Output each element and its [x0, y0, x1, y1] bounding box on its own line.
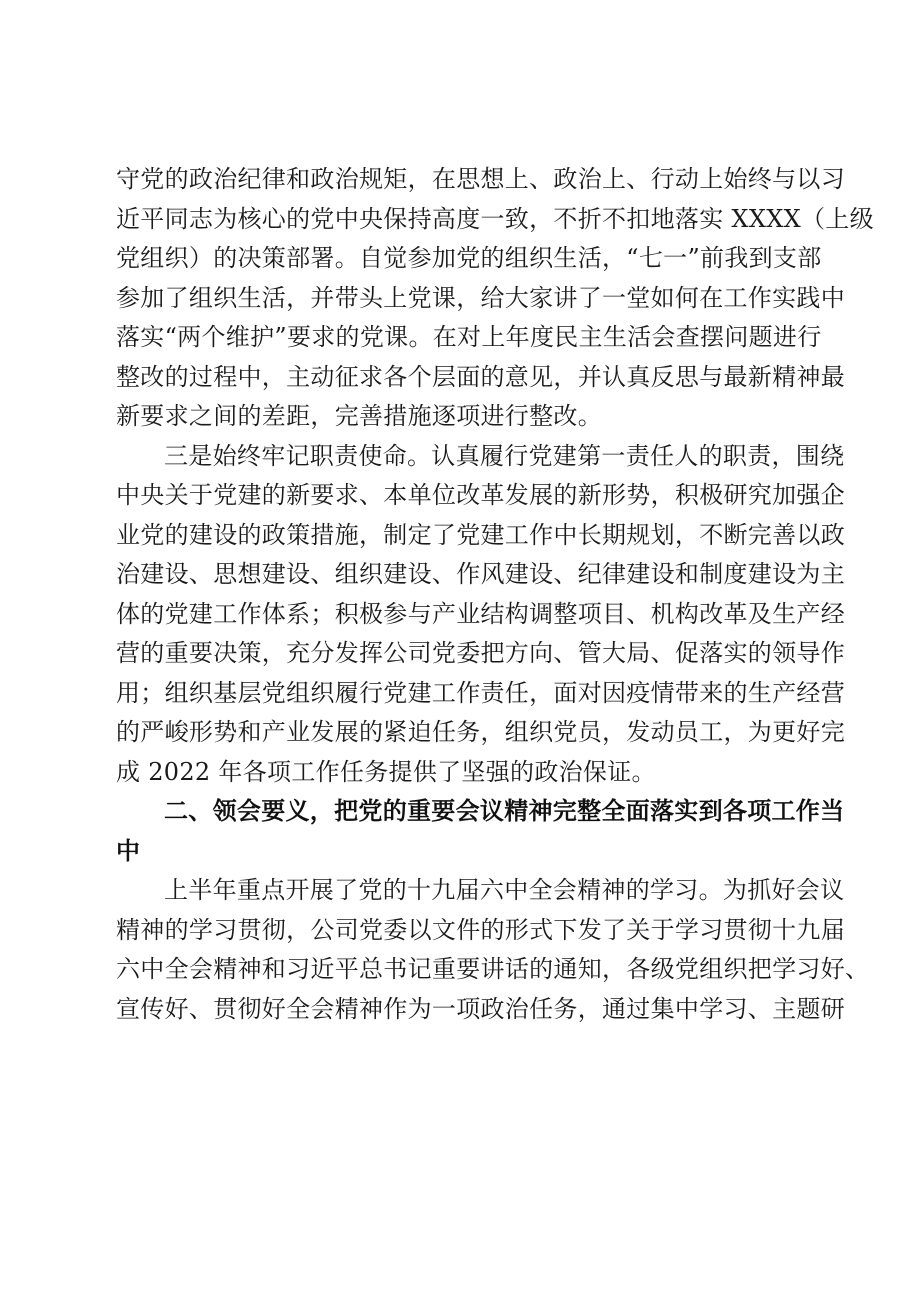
text-line: 新要求之间的差距，完善措施逐项进行整改。	[116, 402, 602, 430]
text-line: 六中全会精神和习近平总书记重要讲话的通知，各级党组织把学习好、	[116, 955, 870, 983]
text-line: 整改的过程中，主动征求各个层面的意见，并认真反思与最新精神最	[116, 362, 845, 391]
text-line: 精神的学习贯彻，公司党委以文件的形式下发了关于学习贯彻十九届	[116, 915, 845, 944]
text-line: 上半年重点开展了党的十九届六中全会精神的学习。为抓好会议	[164, 876, 845, 904]
text-line: 三是始终牢记职责使命。认真履行党建第一责任人的职责，围绕	[164, 441, 845, 470]
text-line: 党组织）的决策部署。自觉参加党的组织生活，“七一”前我到支部	[116, 244, 822, 272]
text-line: 宣传好、贯彻好全会精神作为一项政治任务，通过集中学习、主题研	[116, 994, 845, 1023]
text-line: 中央关于党建的新要求、本单位改革发展的新形势，积极研究加强企	[116, 481, 845, 509]
paragraph-continuation	[116, 160, 874, 437]
heading-line: 二、领会要义，把党的重要会议精神完整全面落实到各项工作当	[164, 797, 845, 825]
heading-line: 中	[116, 836, 141, 865]
text-line: 体的党建工作体系；积极参与产业结构调整项目、机构改革及生产经	[116, 599, 845, 628]
text-line: 用；组织基层党组织履行党建工作责任，面对因疫情带来的生产经营	[116, 678, 845, 707]
text-line: 成 2022 年各项工作任务提供了坚强的政治保证。	[116, 757, 656, 786]
text-line: 参加了组织生活，并带头上党课，给大家讲了一堂如何在工作实践中	[116, 283, 845, 312]
document-body	[116, 160, 874, 1029]
text-line: 守党的政治纪律和政治规矩，在思想上、政治上、行动上始终与以习	[116, 165, 845, 193]
paragraph-plenary-study	[116, 871, 870, 1029]
text-line: 近平同志为核心的党中央保持高度一致，不折不扣地落实 XXXX（上级	[116, 204, 874, 233]
text-line: 业党的建设的政策措施，制定了党建工作中长期规划，不断完善以政	[116, 520, 845, 549]
text-line: 落实“两个维护”要求的党课。在对上年度民主生活会查摆问题进行	[116, 323, 822, 351]
text-line: 治建设、思想建设、组织建设、作风建设、纪律建设和制度建设为主	[116, 560, 845, 588]
text-line: 的严峻形势和产业发展的紧迫任务，组织党员，发动员工，为更好完	[116, 718, 845, 746]
section-heading	[116, 792, 845, 871]
text-line: 营的重要决策，充分发挥公司党委把方向、管大局、促落实的领导作	[116, 639, 845, 667]
paragraph-duty-mission	[116, 437, 845, 793]
